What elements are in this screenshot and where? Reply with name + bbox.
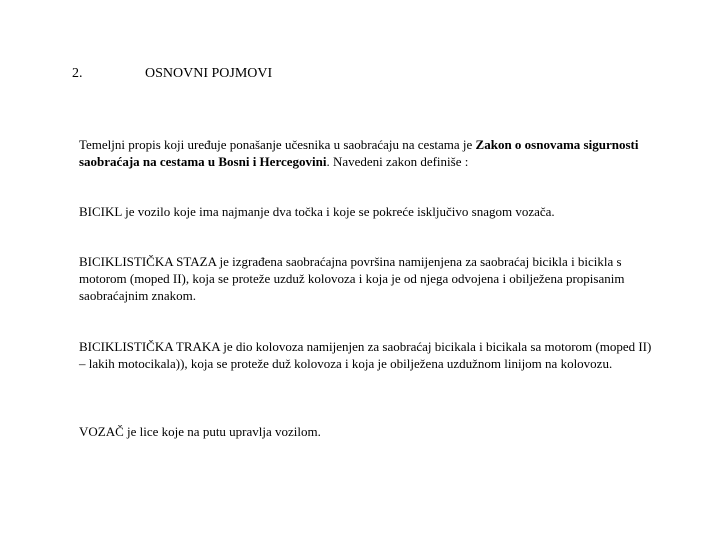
definition-bicikl: BICIKL je vozilo koje ima najmanje dva točka i koje se pokreće isključivo snagom vozača.	[79, 204, 555, 219]
section-title: OSNOVNI POJMOVI	[145, 66, 273, 81]
intro-paragraph	[79, 136, 659, 170]
definition-biciklisticka-staza: BICIKLISTIČKA STAZA je izgrađena saobraćajna površina namijenjena za saobraćaj bicikla i bicikla s motorom (moped II), koja se proteže uzduž kolovoza i koja je od njega odvojena i obilježena propisanim saobraćajnim znakom.	[79, 254, 625, 303]
section-number: 2.	[72, 66, 83, 81]
intro-text-before: Temeljni propis koji uređuje ponašanje učesnika u saobraćaju na cestama je	[79, 137, 476, 152]
definition-biciklisticka-traka: BICIKLISTIČKA TRAKA je dio kolovoza namijenjen za saobraćaj bicikala i bicikala sa motorom (moped II) – lakih motocikala)), koja se proteže duž kolovoza i koja je obilježena uzdužnom linijom na kolovozu.	[79, 339, 652, 371]
definition-vozac: VOZAČ je lice koje na putu upravlja vozilom.	[79, 424, 321, 439]
intro-law-name: Zakon o osnovama sigurnosti saobraćaja na cestama u Bosni i Hercegovini	[79, 137, 639, 169]
intro-text-after: . Navedeni zakon definiše :	[326, 154, 469, 169]
